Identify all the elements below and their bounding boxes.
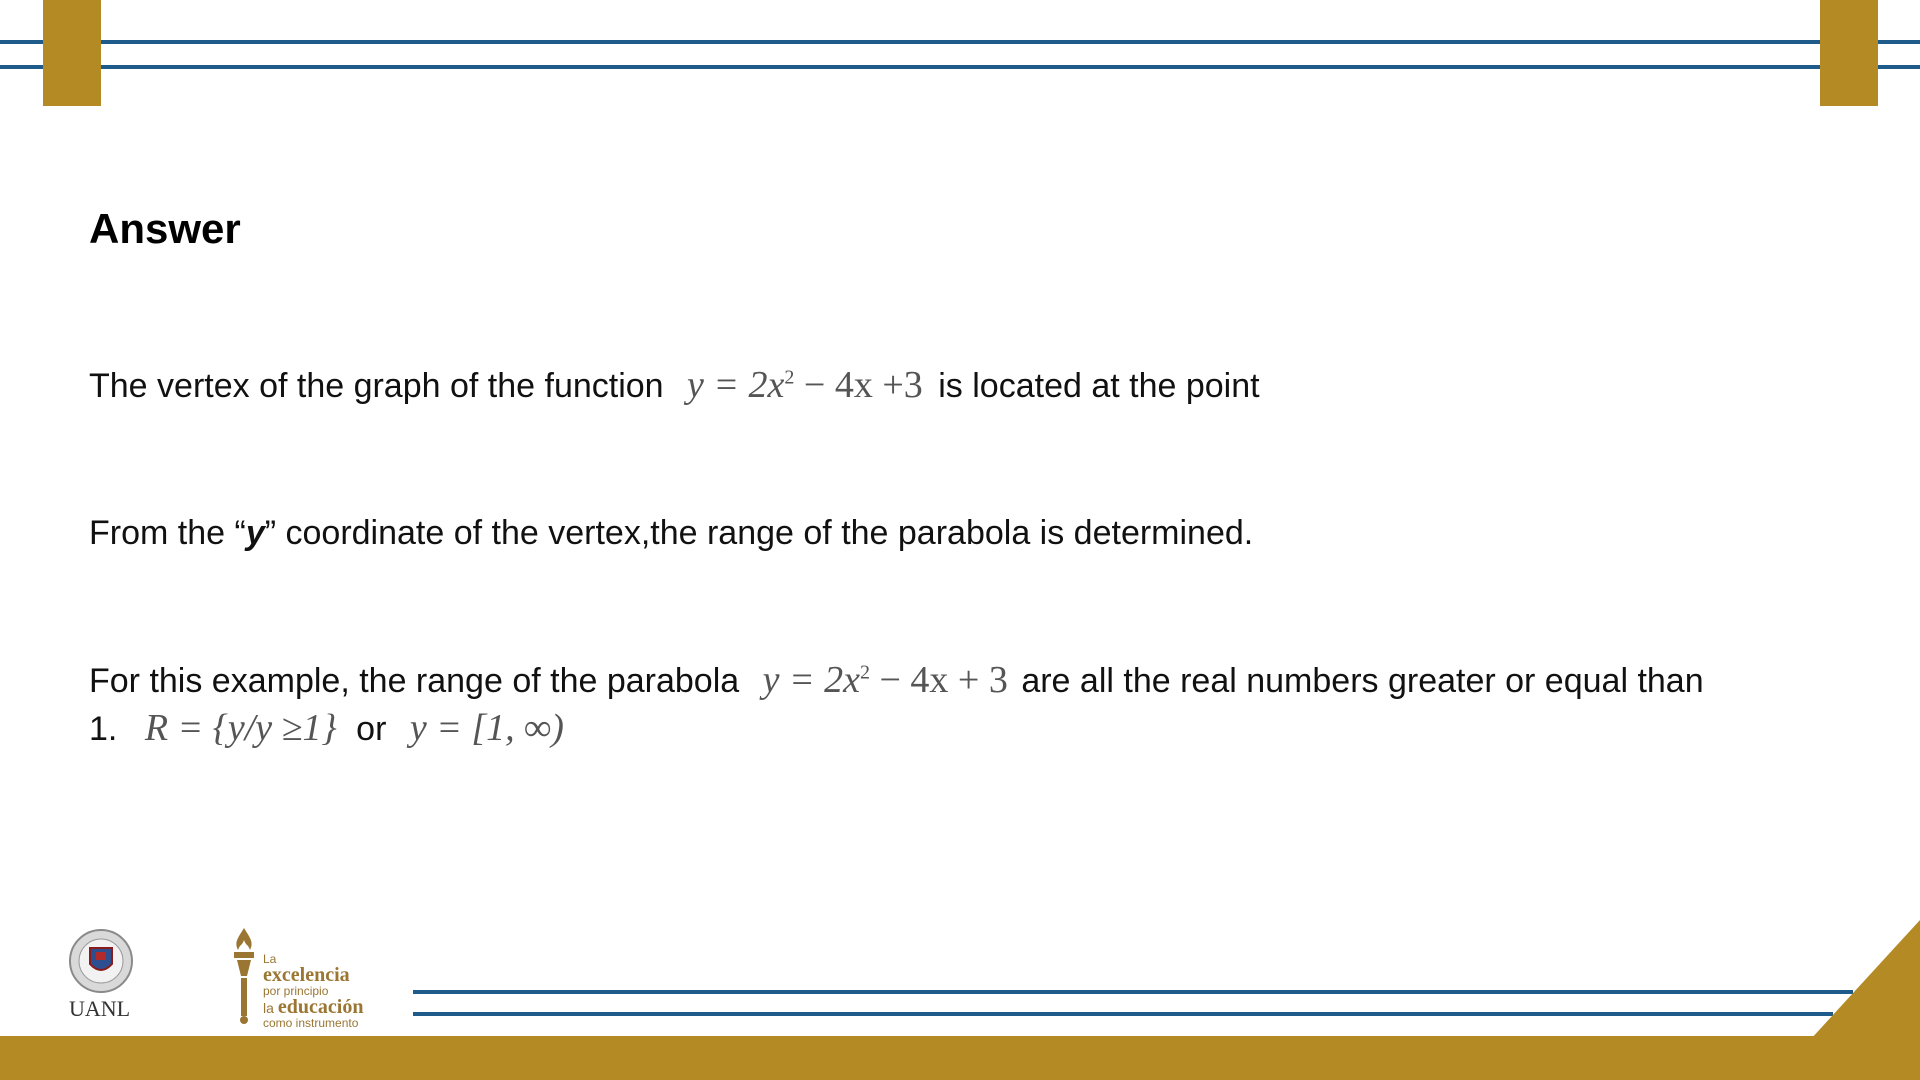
footer-rule-upper: [413, 990, 1853, 994]
parabola-equation: $y = 2x^2 - 4x + 3$: [762, 659, 1008, 701]
range-text-after: are all the real numbers greater or equal than: [1021, 662, 1704, 700]
top-left-gold-bar: [43, 0, 101, 106]
vertex-text-after: is located at the point: [938, 367, 1260, 405]
top-rule-upper: [0, 40, 1920, 44]
top-rule-lower: [0, 65, 1920, 69]
y-emphasis: y: [245, 514, 265, 552]
footer-gold-band: [0, 1036, 1920, 1080]
motto-logo: La excelencia por principio la educación como instrumento: [263, 952, 364, 1030]
paragraph-range-line2: 1. R = {y/y ≥1} or y = [1, ∞): [89, 707, 564, 749]
vertex-text-before: The vertex of the graph of the function: [89, 367, 664, 405]
paragraph-range-method: From the “y” coordinate of the vertex,the range of the parabola is determined.: [89, 514, 1254, 552]
footer-rule-lower: [413, 1012, 1833, 1016]
paragraph-vertex: [89, 360, 1260, 411]
slide-title: Answer: [89, 205, 241, 252]
uanl-seal-logo: [68, 928, 134, 994]
function-equation: $y = 2x^2 - 4x +3$: [687, 364, 923, 406]
range-interval-notation: y = [1, ∞): [409, 707, 564, 749]
uanl-label: UANL: [69, 996, 131, 1021]
footer-gold-corner: [1810, 920, 1920, 1040]
or-text: or: [356, 710, 387, 748]
range-set-notation: R = {y/y ≥1}: [144, 707, 337, 749]
paragraph-range-example: [89, 655, 1704, 706]
range-text-before: For this example, the range of the parabola: [89, 662, 740, 700]
top-right-gold-bar: [1820, 0, 1878, 106]
torch-icon: [228, 928, 260, 1024]
